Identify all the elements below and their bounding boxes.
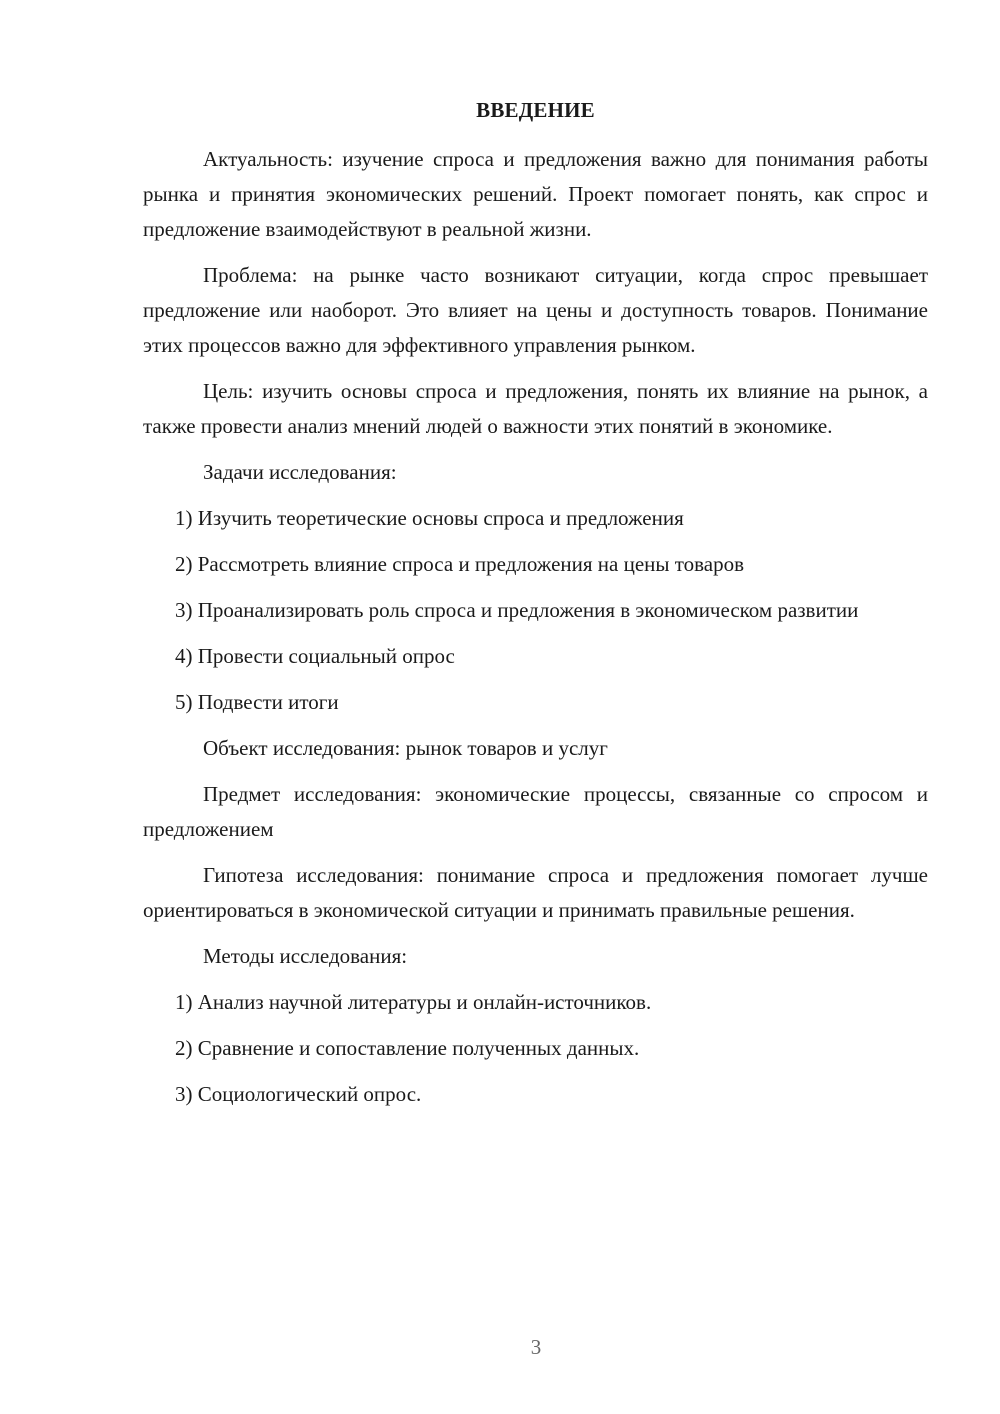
list-item-method-2: 2) Сравнение и сопоставление полученных данных. xyxy=(175,1036,640,1060)
list-item-task-3: 3) Проанализировать роль спроса и предложения в экономическом развитии xyxy=(175,598,859,622)
paragraph-subject: Предмет исследования: экономические процессы, связанные со спросом и предложением xyxy=(143,782,928,841)
list-item-task-1: 1) Изучить теоретические основы спроса и предложения xyxy=(175,506,684,530)
section-title: ВВЕДЕНИЕ xyxy=(476,98,595,122)
paragraph-object: Объект исследования: рынок товаров и услуг xyxy=(203,736,608,760)
list-item-method-3: 3) Социологический опрос. xyxy=(175,1082,422,1106)
list-item-task-4: 4) Провести социальный опрос xyxy=(175,644,455,668)
paragraph-methods-heading: Методы исследования: xyxy=(203,944,408,968)
document-page xyxy=(143,96,928,1123)
list-item-task-2: 2) Рассмотреть влияние спроса и предложения на цены товаров xyxy=(175,552,745,576)
paragraph-goal: Цель: изучить основы спроса и предложения, понять их влияние на рынок, а также провести анализ мнений людей о важности этих понятий в экономике. xyxy=(143,379,928,438)
paragraph-relevance: Актуальность: изучение спроса и предложения важно для понимания работы рынка и принятия экономических решений. Проект помогает понять, как спрос и предложение взаимодействуют в реальной жизни. xyxy=(143,147,928,241)
paragraph-hypothesis: Гипотеза исследования: понимание спроса и предложения помогает лучше ориентироваться в экономической ситуации и принимать правильные решения. xyxy=(143,863,928,922)
page-number: 3 xyxy=(530,1335,542,1359)
list-item-task-5: 5) Подвести итоги xyxy=(175,690,339,714)
paragraph-tasks-heading: Задачи исследования: xyxy=(203,460,397,484)
paragraph-problem: Проблема: на рынке часто возникают ситуации, когда спрос превышает предложение или наоборот. Это влияет на цены и доступность товаров. Понимание этих процессов важно для эффективного управления рынком. xyxy=(143,263,928,357)
list-item-method-1: 1) Анализ научной литературы и онлайн-источников. xyxy=(175,990,652,1014)
